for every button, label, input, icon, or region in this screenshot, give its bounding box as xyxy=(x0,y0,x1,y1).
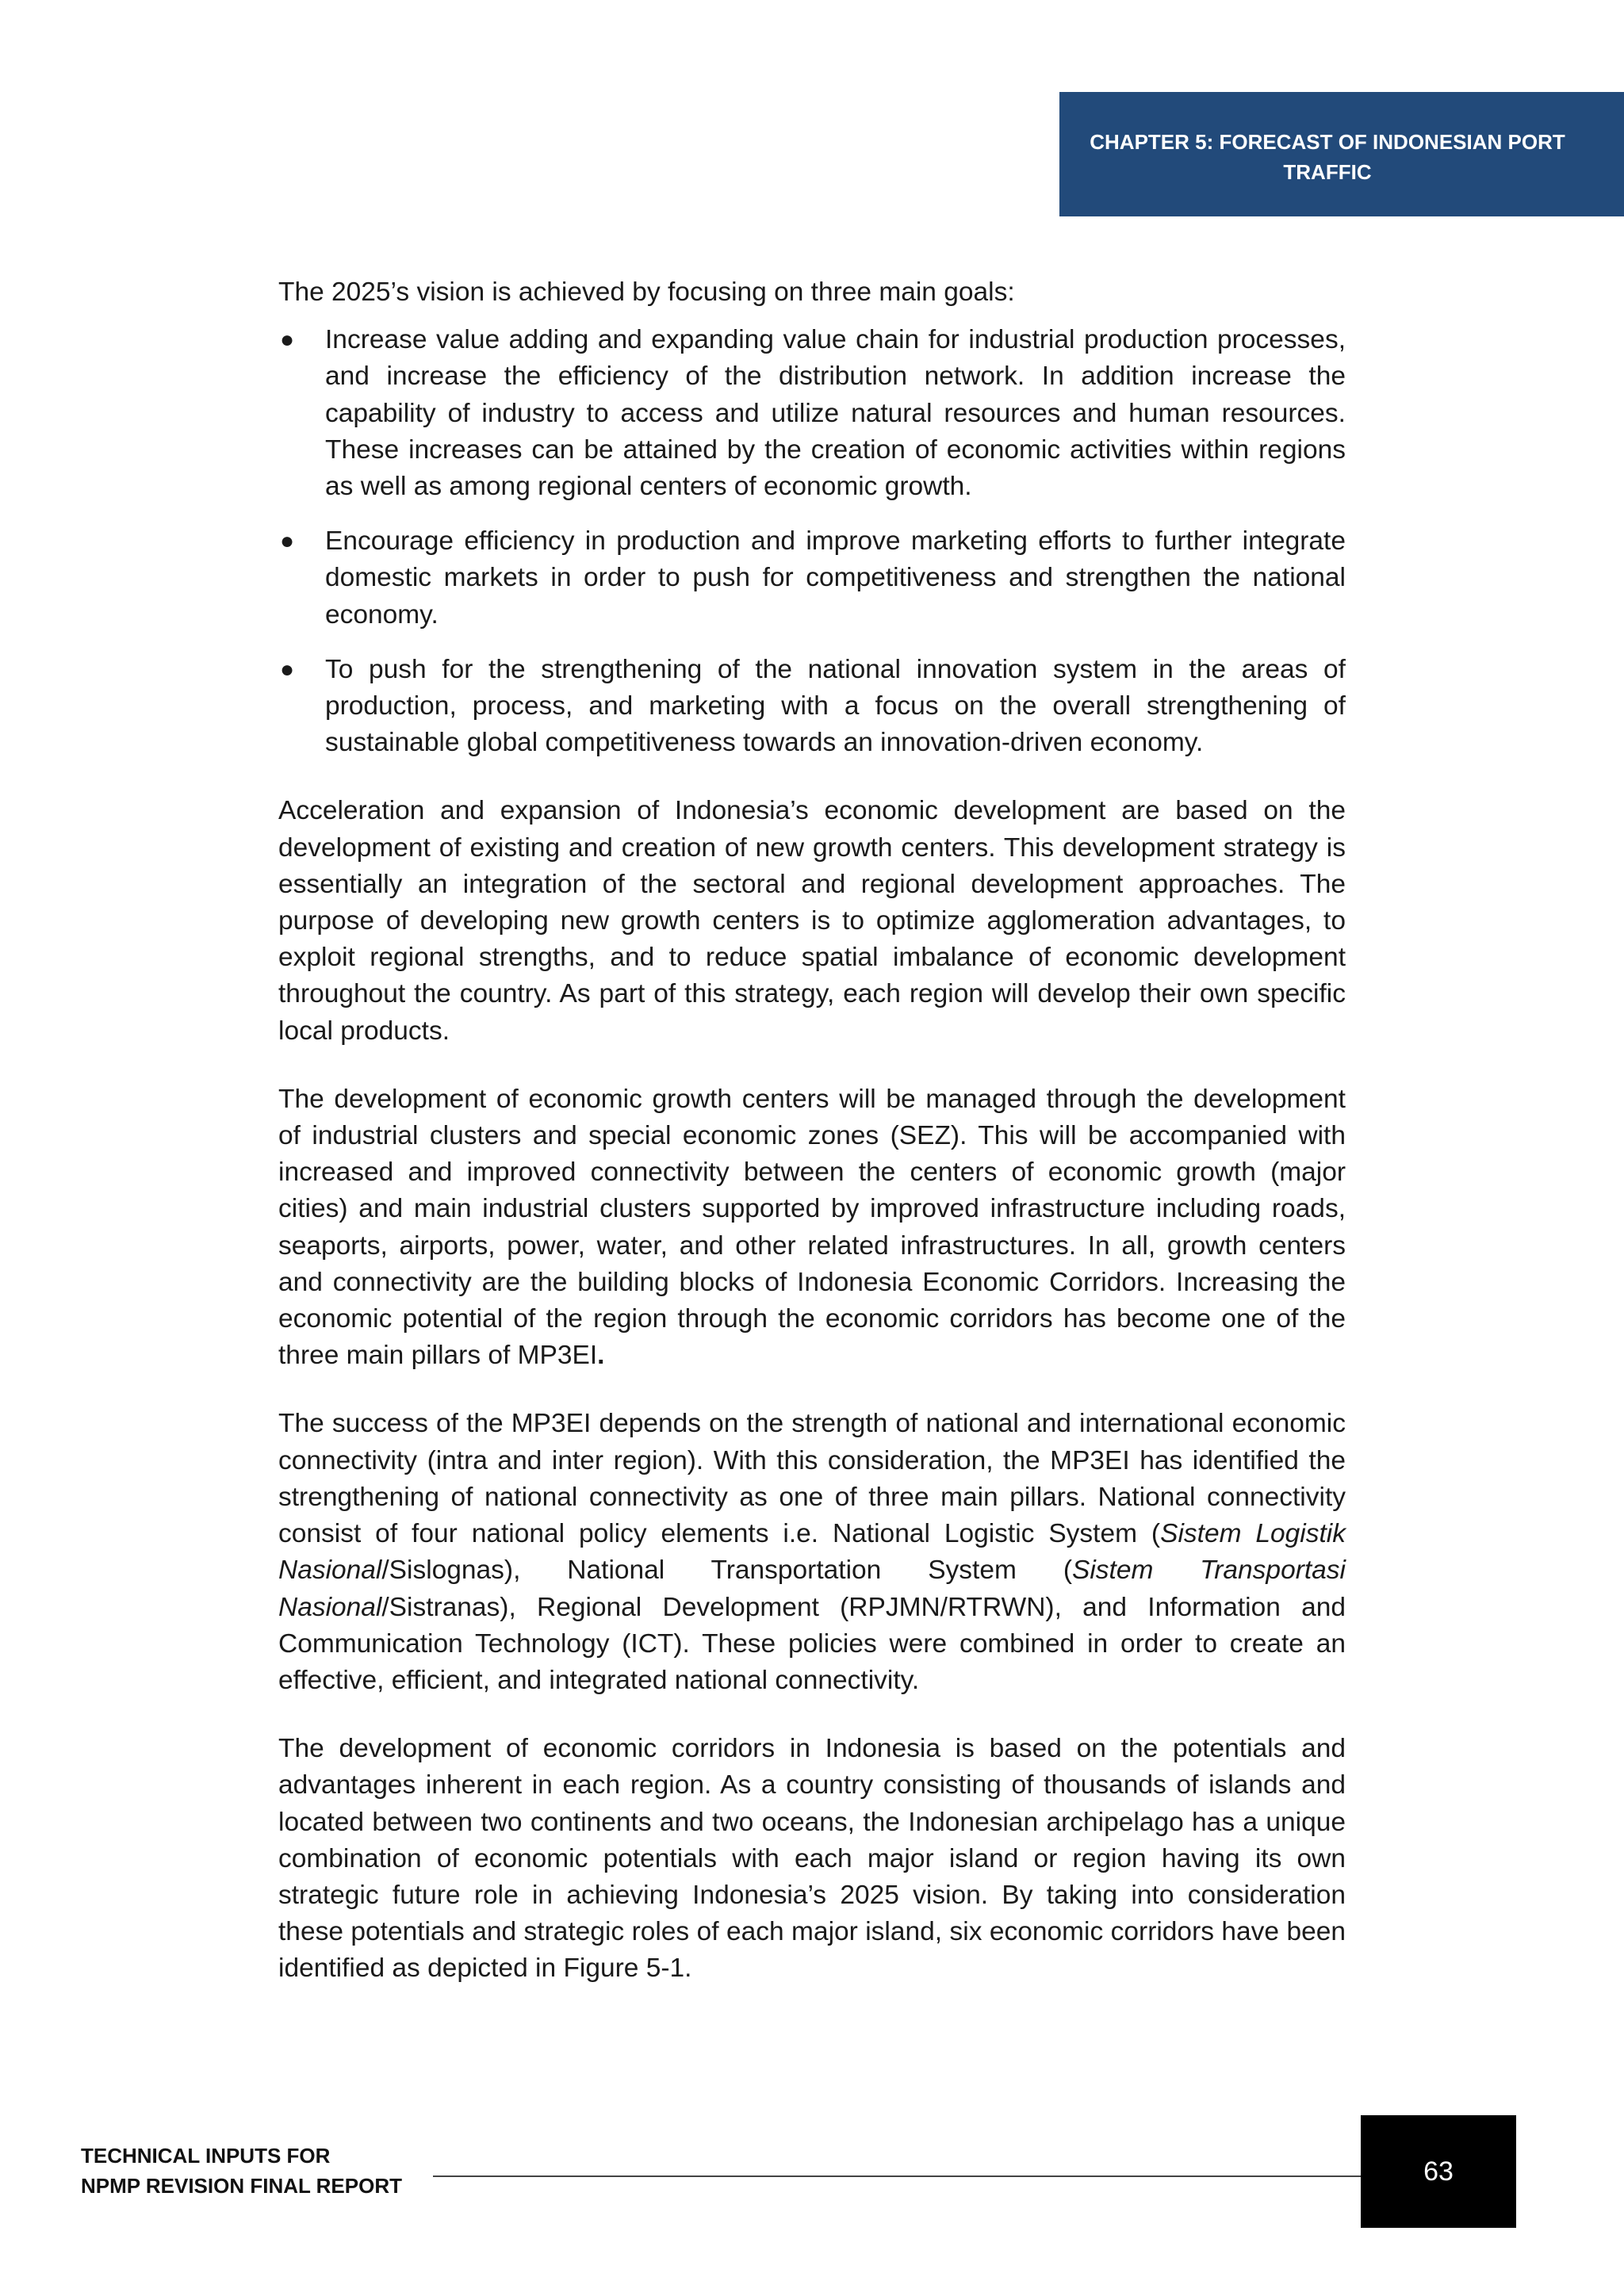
paragraph-text: The development of economic growth centers will be managed through the development of industrial clusters and special economic zones (SEZ). This will be accompanied with increased and improved connectivity between the centers of economic growth (major cities) and main industrial clusters supported by improved infrastructure including roads, seaports, airports, power, water, and other related infrastructures. In all, growth centers and connectivity are the building blocks of Indonesia Economic Corridors. Increasing the economic potential of the region through the economic corridors has become one of the three main pillars of MP3EI xyxy=(278,1084,1346,1371)
paragraph-national-connectivity xyxy=(278,1406,1346,1699)
chapter-header-band xyxy=(1059,92,1624,216)
paragraph-text: /Sistranas), Regional Development (RPJMN/RTRWN), and Information and Communication Technology (ICT). These policies were combined in order to create an effective, efficient, and integrated national connectivity. xyxy=(278,1592,1346,1695)
list-item xyxy=(278,322,1346,505)
chapter-title-line-1: CHAPTER 5: FORECAST OF INDONESIAN PORT xyxy=(1090,130,1565,154)
bullet-icon: ● xyxy=(280,528,295,555)
page-number: 63 xyxy=(1423,2156,1454,2187)
goals-list xyxy=(278,322,1346,761)
italic-term: Sistem Transportasi Nasional xyxy=(278,1556,1346,1622)
paragraph-text: /Sislognas), National Transportation System ( xyxy=(381,1556,1072,1586)
bullet-icon: ● xyxy=(280,327,295,354)
bullet-icon: ● xyxy=(280,656,295,683)
paragraph-end-mark: . xyxy=(597,1341,605,1371)
footer-line-2: NPMP REVISION FINAL REPORT xyxy=(81,2174,402,2198)
paragraph-growth-centers: Acceleration and expansion of Indonesia’s economic development are based on the development of existing and creation of new growth centers. This development strategy is essentially an integration of the sectoral and regional development approaches. The purpose of developing new growth centers is to optimize agglomeration advantages, to exploit regional strengths, and to reduce spatial imbalance of economic development throughout the country. As part of this strategy, each region will develop their own specific local products. xyxy=(278,796,1346,1046)
intro-paragraph: The 2025’s vision is achieved by focusing on three main goals: xyxy=(278,277,1015,307)
footer-divider xyxy=(433,2175,1361,2177)
chapter-title-line-2: TRAFFIC xyxy=(1283,160,1372,184)
paragraph-industrial-clusters xyxy=(278,1081,1346,1375)
list-item xyxy=(278,652,1346,762)
page-number-box xyxy=(1361,2115,1516,2228)
goal-text: Increase value adding and expanding value chain for industrial production processes, and increase the efficiency of the distribution network. In addition increase the capability of industry to access and utilize natural resources and human resources. These increases can be attained by the creation of economic activities within regions as well as among regional centers of economic growth. xyxy=(325,325,1346,502)
paragraph-text: The success of the MP3EI depends on the strength of national and international economic connectivity (intra and inter region). With this consideration, the MP3EI has identified the strengthening of national connectivity as one of three main pillars. National connectivity consist of four national policy elements i.e. National Logistic System ( xyxy=(278,1409,1346,1549)
goal-text: Encourage efficiency in production and improve marketing efforts to further integrate domestic markets in order to push for competitiveness and strengthen the national economy. xyxy=(325,526,1346,629)
italic-term: Sistem Logistik Nasional xyxy=(278,1519,1346,1586)
paragraph-economic-corridors: The development of economic corridors in Indonesia is based on the potentials and advantages inherent in each region. As a country consisting of thousands of islands and located between two continents and two oceans, the Indonesian archipelago has a unique combination of economic potentials with each major island or region having its own strategic future role in achieving Indonesia’s 2025 vision. By taking into consideration these potentials and strategic roles of each major island, six economic corridors have been identified as depicted in Figure 5-1. xyxy=(278,1734,1346,1984)
goal-text: To push for the strengthening of the national innovation system in the areas of production, process, and marketing with a focus on the overall strengthening of sustainable global competitiveness towards an innovation-driven economy. xyxy=(325,654,1346,758)
footer-line-1: TECHNICAL INPUTS FOR xyxy=(81,2144,331,2168)
footer-report-title xyxy=(81,2141,402,2201)
list-item xyxy=(278,523,1346,633)
body-content xyxy=(278,274,1346,2019)
